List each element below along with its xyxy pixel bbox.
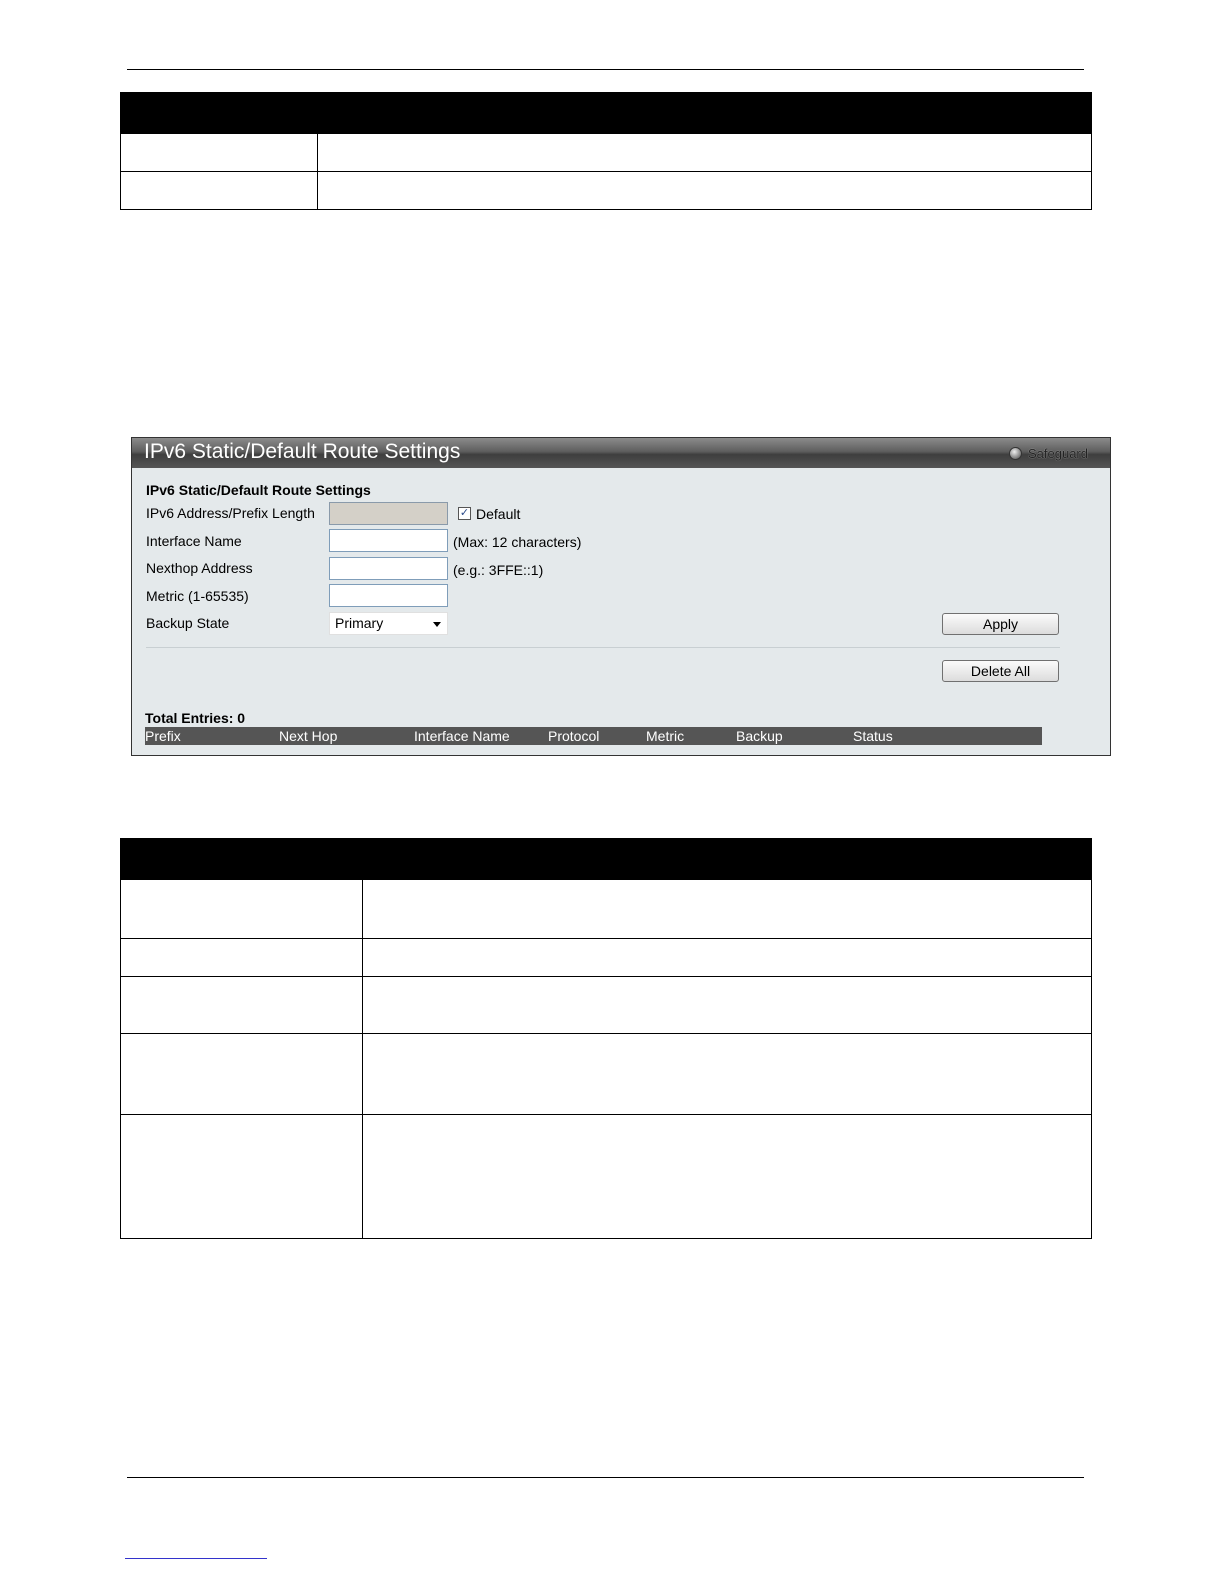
total-entries: Total Entries: 0 xyxy=(145,710,246,726)
table-cell xyxy=(363,977,1092,1034)
column-header-interface-name: Interface Name xyxy=(414,728,510,744)
route-table-header xyxy=(145,727,1042,745)
nexthop-address-hint: (e.g.: 3FFE::1) xyxy=(453,562,544,578)
parameter-table-top xyxy=(120,92,1092,210)
backup-state-value: Primary xyxy=(335,615,384,631)
header-rule xyxy=(127,69,1084,70)
table-cell xyxy=(363,939,1092,977)
panel-header xyxy=(132,438,1110,468)
ipv6-address-input[interactable] xyxy=(329,502,448,525)
table-cell xyxy=(318,134,1092,172)
interface-name-label: Interface Name xyxy=(146,533,242,549)
default-checkbox[interactable] xyxy=(458,507,471,520)
table-header-cell xyxy=(121,93,1092,134)
nexthop-address-input[interactable] xyxy=(329,557,448,580)
section-title: IPv6 Static/Default Route Settings xyxy=(146,482,371,498)
safeguard-label: Safeguard xyxy=(1028,446,1088,461)
nexthop-address-label: Nexthop Address xyxy=(146,560,253,576)
column-header-backup: Backup xyxy=(736,728,783,744)
table-header-cell xyxy=(121,839,1092,880)
column-header-next-hop: Next Hop xyxy=(279,728,338,744)
table-row xyxy=(121,134,1092,172)
table-row xyxy=(121,939,1092,977)
table-row xyxy=(121,977,1092,1034)
table-cell xyxy=(121,1115,363,1239)
column-header-status: Status xyxy=(853,728,893,744)
chevron-down-icon xyxy=(433,622,441,627)
checkmark-icon: ✓ xyxy=(459,507,470,519)
table-row xyxy=(121,1034,1092,1115)
footer-rule xyxy=(127,1477,1084,1478)
table-cell xyxy=(121,172,318,210)
table-cell xyxy=(363,880,1092,939)
table-row xyxy=(121,880,1092,939)
apply-button[interactable]: Apply xyxy=(942,613,1059,635)
table-cell xyxy=(363,1034,1092,1115)
ipv6-route-settings-panel xyxy=(131,437,1111,756)
section-divider xyxy=(146,647,1060,648)
table-row xyxy=(121,172,1092,210)
panel-title: IPv6 Static/Default Route Settings xyxy=(144,440,461,463)
interface-name-hint: (Max: 12 characters) xyxy=(453,534,582,550)
metric-label: Metric (1-65535) xyxy=(146,588,249,604)
metric-input[interactable] xyxy=(329,584,448,607)
table-row xyxy=(121,1115,1092,1239)
table-cell xyxy=(121,977,363,1034)
backup-state-label: Backup State xyxy=(146,615,230,631)
delete-all-button[interactable]: Delete All xyxy=(942,660,1059,682)
parameter-table-bottom xyxy=(120,838,1092,1239)
table-cell xyxy=(363,1115,1092,1239)
table-cell xyxy=(121,1034,363,1115)
table-cell xyxy=(121,880,363,939)
column-header-prefix: Prefix xyxy=(145,728,181,744)
footer-link-underline xyxy=(125,1558,267,1559)
table-header-row xyxy=(121,93,1092,134)
table-cell xyxy=(121,939,363,977)
backup-state-select[interactable] xyxy=(329,612,448,635)
interface-name-input[interactable] xyxy=(329,529,448,552)
table-cell xyxy=(121,134,318,172)
safeguard-indicator xyxy=(1009,446,1088,461)
safeguard-status-icon xyxy=(1009,447,1022,460)
table-header-row xyxy=(121,839,1092,880)
default-checkbox-label: Default xyxy=(476,506,521,522)
ipv6-address-label: IPv6 Address/Prefix Length xyxy=(146,505,315,521)
table-cell xyxy=(318,172,1092,210)
column-header-metric: Metric xyxy=(646,728,685,744)
column-header-protocol: Protocol xyxy=(548,728,600,744)
